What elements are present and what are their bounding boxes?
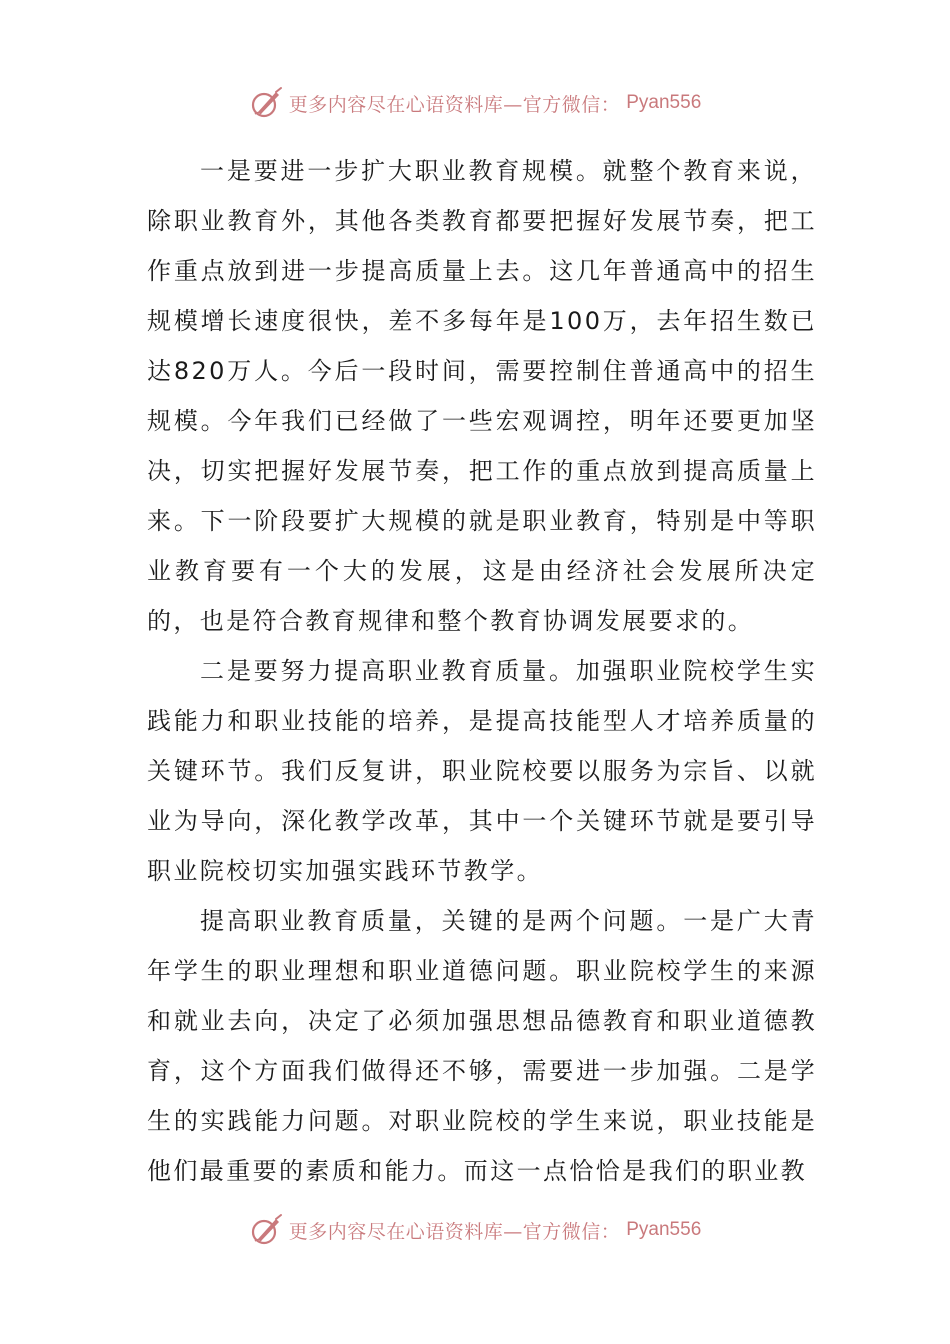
footer-banner <box>0 1210 950 1250</box>
paragraph-1: 一是要进一步扩大职业教育规模。就整个教育来说，除职业教育外，其他各类教育都要把握好发展节奏，把工作重点放到进一步提高质量上去。这几年普通高中的招生规模增长速度很快，差不多每年是100万，去年招生数已达820万人。今后一段时间，需要控制住普通高中的招生规模。今年我们已经做了一些宏观调控，明年还要更加坚决，切实把握好发展节奏，把工作的重点放到提高质量上来。下一阶段要扩大规模的就是职业教育，特别是中等职业教育要有一个大的发展，这是由经济社会发展所决定的，也是符合教育规律和整个教育协调发展要求的。 <box>147 157 817 635</box>
footer-banner-wechat-id: Pyan556 <box>626 1219 702 1240</box>
quill-pen-logo-icon <box>249 1213 283 1247</box>
paragraph-2: 二是要努力提高职业教育质量。加强职业院校学生实践能力和职业技能的培养，是提高技能型人才培养质量的关键环节。我们反复讲，职业院校要以服务为宗旨、以就业为导向，深化教学改革，其中一个关键环节就是要引导职业院校切实加强实践环节教学。 <box>147 657 817 885</box>
header-banner-wechat-id: Pyan556 <box>626 92 702 113</box>
footer-banner-text: 更多内容尽在心语资料库—官方微信： <box>288 1220 621 1243</box>
footer-banner-content <box>249 1213 702 1247</box>
paragraph-3: 提高职业教育质量，关键的是两个问题。一是广大青年学生的职业理想和职业道德问题。职业院校学生的来源和就业去向，决定了必须加强思想品德教育和职业道德教育，这个方面我们做得还不够，需要进一步加强。二是学生的实践能力问题。对职业院校的学生来说，职业技能是他们最重要的素质和能力。而这一点恰恰是我们的职业教 <box>147 907 817 1185</box>
quill-pen-logo-icon <box>249 86 283 120</box>
header-banner-content <box>249 86 702 120</box>
header-banner-text: 更多内容尽在心语资料库—官方微信： <box>288 93 621 116</box>
document-body <box>147 146 817 1196</box>
header-banner <box>0 83 950 123</box>
